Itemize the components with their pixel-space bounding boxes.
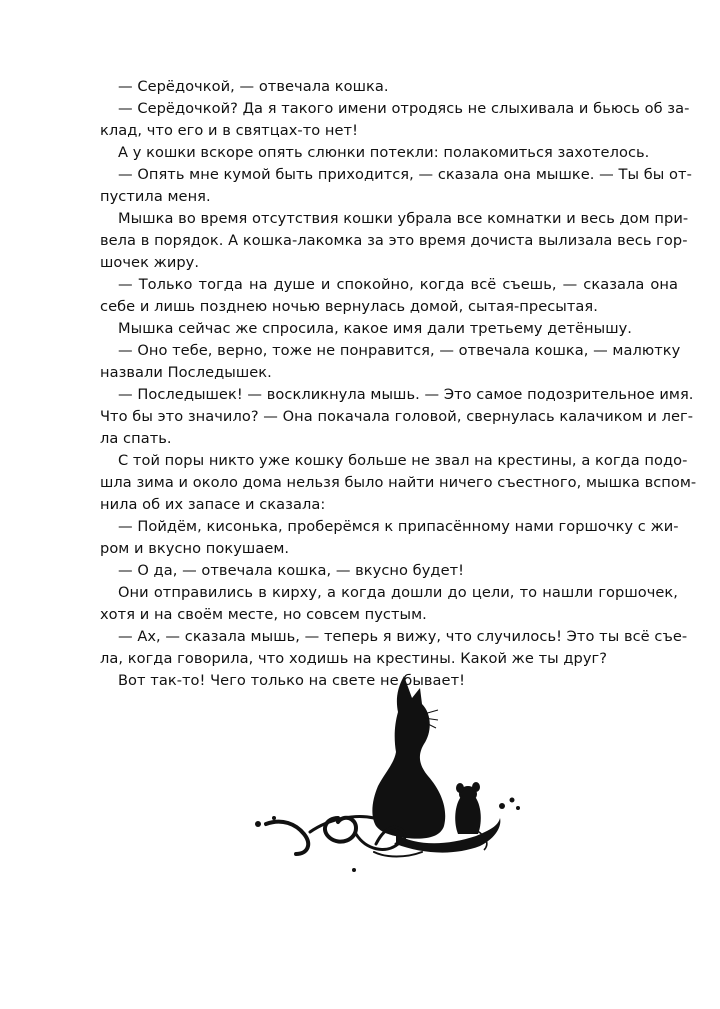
text-line: назвали Последышек. — [100, 364, 272, 381]
text-line: — Серёдочкой? Да я такого имени отродясь не слыхивала и бьюсь об за- — [118, 100, 690, 117]
text-line: себе и лишь позднею ночью вернулась домой, сытая-пресытая. — [100, 298, 598, 315]
text-line: — Серёдочкой, — отвечала кошка. — [118, 78, 389, 95]
text-line: пустила меня. — [100, 188, 211, 205]
text-line: — Последышек! — воскликнула мышь. — Это самое подозрительное имя. — [118, 386, 694, 403]
text-line: Что бы это значило? — Она покачала головой, свернулась калачиком и лег- — [100, 408, 694, 425]
text-line: Вот так-то! Чего только на свете не бывает! — [118, 672, 466, 689]
text-line: — Оно тебе, верно, тоже не понравится, — отвечала кошка, — малютку — [118, 342, 681, 359]
text-line: С той поры никто уже кошку больше не звал на крестины, а когда подо- — [118, 452, 688, 469]
text-line: — Опять мне кумой быть приходится, — сказала она мышке. — Ты бы от- — [118, 166, 692, 183]
text-line: — Пойдём, кисонька, проберёмся к припасённому нами горшочку с жи- — [118, 518, 679, 535]
text-line: ром и вкусно покушаем. — [100, 540, 290, 557]
text-line: ла, когда говорила, что ходишь на крестины. Какой же ты друг? — [100, 650, 608, 667]
text-line: Мышка сейчас же спросила, какое имя дали третьему детёнышу. — [118, 320, 632, 337]
text-line: Они отправились в кирху, а когда дошли до цели, то нашли горшочек, — [118, 584, 678, 601]
cat-and-mouse-illustration — [246, 668, 536, 878]
text-line: хотя и на своём месте, но совсем пустым. — [100, 606, 427, 623]
cat-silhouette-icon — [372, 676, 500, 853]
text-line: А у кошки вскоре опять слюнки потекли: полакомиться захотелось. — [118, 144, 650, 161]
text-line: — Только тогда на душе и спокойно, когда всё съешь, — сказала она — [118, 276, 678, 293]
text-line: — О да, — отвечала кошка, — вкусно будет! — [118, 562, 465, 579]
text-line: вела в порядок. А кошка-лакомка за это время дочиста вылизала весь гор- — [100, 232, 688, 249]
story-text — [100, 76, 697, 692]
text-line: шла зима и около дома нельзя было найти ничего съестного, мышка вспом- — [100, 474, 697, 491]
text-line: шочек жиру. — [100, 254, 200, 271]
text-line: ла спать. — [100, 430, 172, 447]
text-line: нила об их запасе и сказала: — [100, 496, 326, 513]
text-line: Мышка во время отсутствия кошки убрала все комнатки и весь дом при- — [118, 210, 689, 227]
text-line: клад, что его и в святцах-то нет! — [100, 122, 358, 139]
text-line: — Ах, — сказала мышь, — теперь я вижу, что случилось! Это ты всё съе- — [118, 628, 688, 645]
